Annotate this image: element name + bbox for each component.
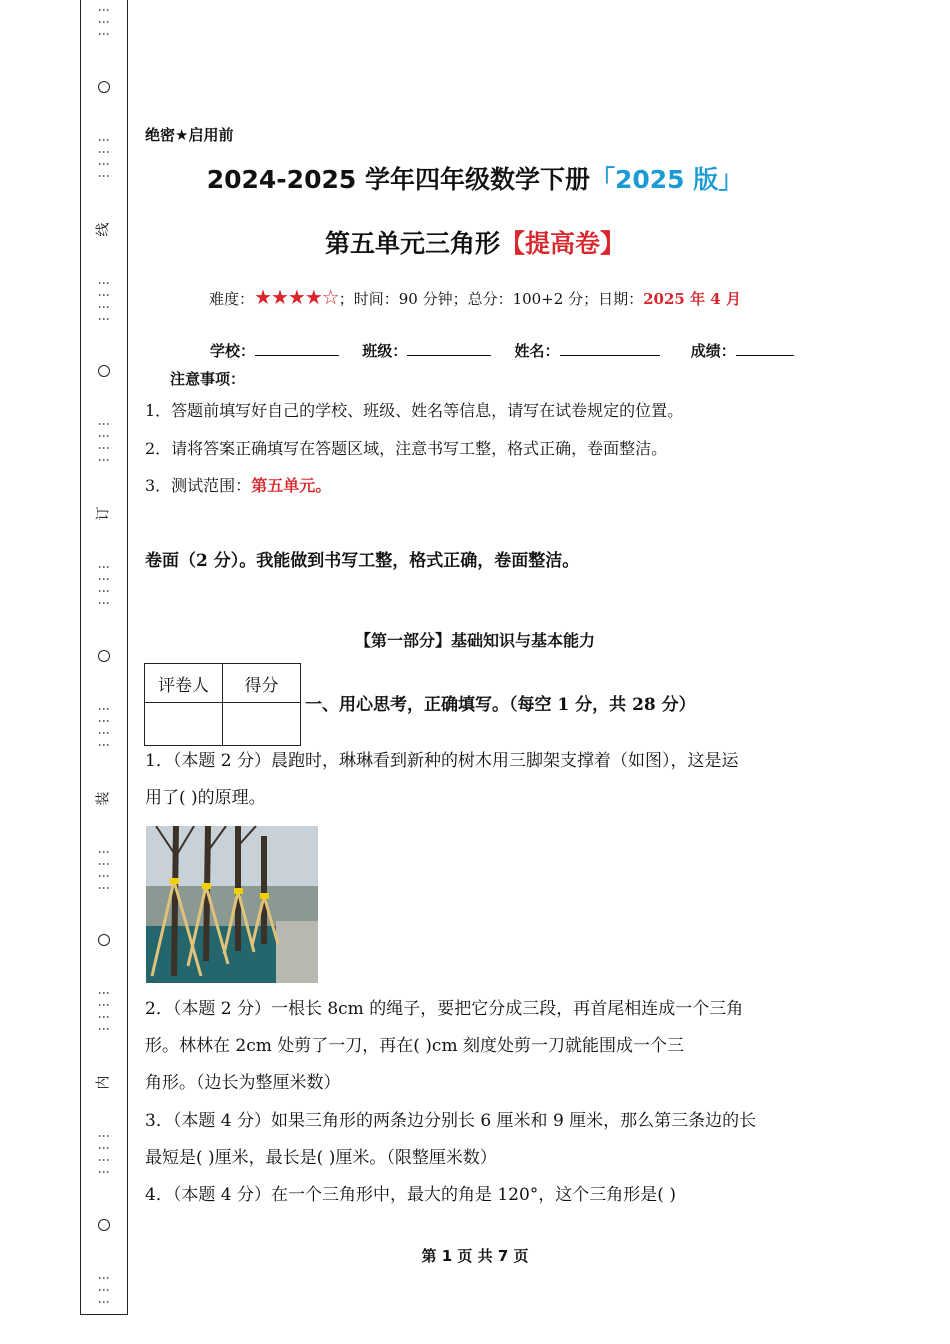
exam-title-edition: 「2025 版」 [589, 165, 744, 194]
binding-char-zhuang: 装 [95, 791, 112, 806]
binding-char-xian: 线 [95, 222, 112, 237]
binding-char-ding: 订 [95, 506, 112, 521]
binding-column [81, 0, 127, 1314]
student-fields [210, 340, 794, 361]
part1-title: 【第一部分】基础知识与基本能力 [354, 631, 595, 650]
section-1-title: 一、用心思考，正确填写。（每空 1 分，共 28 分） [305, 695, 696, 715]
binding-circle [98, 650, 110, 662]
exam-title [145, 160, 805, 196]
question-3-line-2: 最短是( )厘米，最长是( )厘米。（限整厘米数） [145, 1148, 497, 1168]
question-3-line-1: 3．（本题 4 分）如果三角形的两条边分别长 6 厘米和 9 厘米，那么第三条边的长 [145, 1111, 757, 1131]
question-2-line-3: 角形。（边长为整厘米数） [145, 1073, 341, 1093]
exam-subtitle-main: 第五单元三角形 [324, 229, 500, 258]
notes-item-3-scope: 第五单元。 [251, 476, 332, 495]
grader-header: 评卷人 [145, 664, 223, 703]
notes-title: 注意事项： [170, 370, 246, 388]
secret-label: 绝密★启用前 [145, 126, 234, 144]
binding-dots: ⋮⋮⋮⋮ [97, 1130, 111, 1178]
difficulty-star-empty: ☆ [321, 285, 339, 309]
binding-dots: ⋮⋮⋮⋮ [97, 987, 111, 1036]
question-2-line-1: 2．（本题 2 分）一根长 8cm 的绳子，要把它分成三段，再首尾相连成一个三角 [145, 999, 744, 1019]
grader-cell[interactable] [145, 703, 223, 746]
notes-item-1: 1．答题前填写好自己的学校、班级、姓名等信息，请写在试卷规定的位置。 [145, 401, 684, 420]
score-cell[interactable] [223, 703, 301, 746]
exam-title-main: 2024-2025 学年四年级数学下册 [206, 165, 590, 194]
question-4-line-1: 4．（本题 4 分）在一个三角形中，最大的角是 120°，这个三角形是( ) [145, 1185, 676, 1205]
binding-dots: ⋮⋮⋮ [97, 4, 111, 40]
notes-item-3-prefix: 3．测试范围： [145, 476, 252, 495]
score-field-label: 成绩： [690, 342, 736, 360]
exam-subtitle-tag: 【提高卷】 [500, 229, 626, 258]
neatness-statement: 卷面（2 分）。我能做到书写工整，格式正确，卷面整洁。 [145, 551, 580, 571]
binding-dots: ⋮⋮⋮⋮ [97, 845, 111, 894]
question-2-line-2: 形。林林在 2cm 处剪了一刀，再在( )cm 刻度处剪一刀就能围成一个三 [145, 1036, 684, 1056]
question-3 [145, 1103, 810, 1177]
name-field-line[interactable] [560, 341, 660, 356]
binding-circle [98, 934, 110, 946]
question-1-line-2: 用了( )的原理。 [145, 788, 266, 808]
score-field-line[interactable] [736, 341, 794, 356]
class-field-line[interactable] [407, 341, 491, 356]
question-4 [145, 1177, 810, 1214]
exam-date: 2025 年 4 月 [643, 290, 741, 308]
difficulty-label: 难度： [209, 290, 255, 308]
binding-circle [98, 365, 110, 377]
page-footer: 第 1 页 共 7 页 [421, 1247, 529, 1265]
exam-subtitle [145, 224, 805, 260]
binding-dots: ⋮⋮⋮ [97, 1271, 111, 1308]
question-1 [145, 743, 810, 817]
class-field-label: 班级： [362, 342, 408, 360]
grading-box [144, 663, 301, 746]
tree-tripod-illustration [146, 826, 318, 983]
question-1-line-1: 1．（本题 2 分）晨跑时，琳琳看到新种的树木用三脚架支撑着（如图），这是运 [145, 751, 739, 771]
school-field-line[interactable] [255, 341, 339, 356]
binding-dots: ⋮⋮⋮⋮ [97, 561, 111, 609]
difficulty-stars-filled: ★★★★ [254, 285, 322, 309]
binding-dots: ⋮⋮⋮⋮ [97, 702, 111, 751]
score-header: 得分 [223, 664, 301, 703]
tree-tripod-photo [146, 826, 318, 983]
binding-dots: ⋮⋮⋮⋮ [97, 418, 111, 467]
school-field-label: 学校： [210, 342, 256, 360]
binding-dots: ⋮⋮⋮⋮ [97, 133, 111, 182]
name-field-label: 姓名： [514, 342, 560, 360]
binding-char-nei: 内 [95, 1075, 112, 1090]
question-2 [145, 991, 810, 1102]
binding-circle [98, 81, 110, 93]
binding-margin [80, 0, 128, 1315]
binding-dots: ⋮⋮⋮⋮ [97, 276, 111, 325]
meta-details: ；时间：90 分钟；总分：100+2 分；日期： [338, 290, 644, 308]
notes-item-2: 2．请将答案正确填写在答题区域，注意书写工整，格式正确，卷面整洁。 [145, 439, 668, 458]
exam-meta [145, 285, 805, 309]
binding-circle [98, 1219, 110, 1231]
notes-item-3 [145, 473, 331, 496]
